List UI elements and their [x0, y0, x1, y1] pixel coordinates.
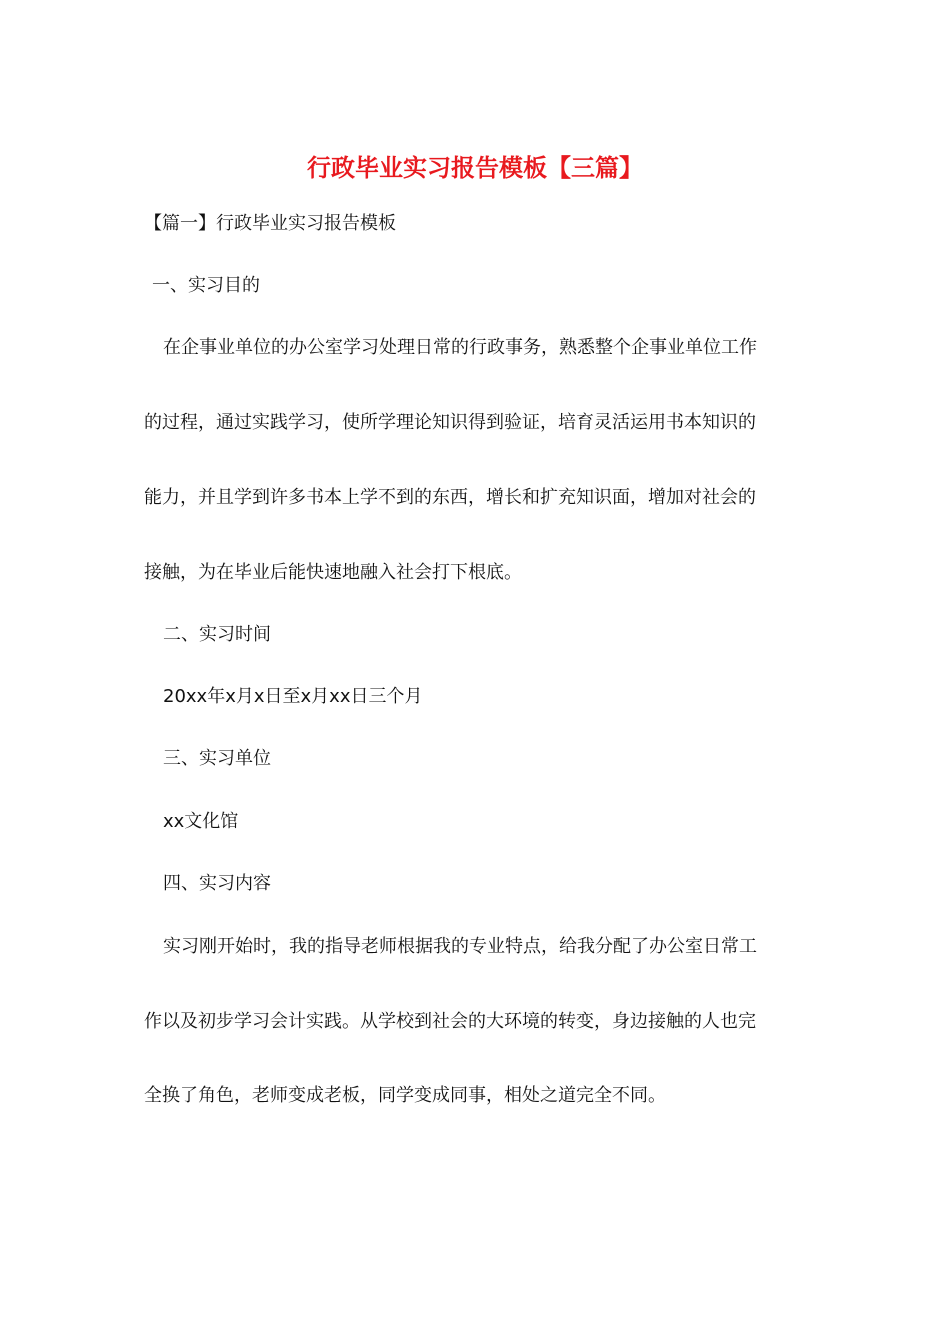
paragraph-line: 全换了角色，老师变成老板，同学变成同事，相处之道完全不同。	[144, 1085, 666, 1106]
section-heading-time: 二、实习时间	[163, 624, 271, 645]
section-heading-unit: 三、实习单位	[163, 748, 271, 769]
paragraph-line: 作以及初步学习会计实践。从学校到社会的大环境的转变，身边接触的人也完	[144, 1011, 756, 1032]
internship-unit-text: xx文化馆	[163, 811, 239, 832]
paragraph-line: 的过程，通过实践学习，使所学理论知识得到验证，培育灵活运用书本知识的	[144, 412, 756, 433]
paragraph-line: 能力，并且学到许多书本上学不到的东西，增长和扩充知识面，增加对社会的	[144, 487, 756, 508]
document-title: 行政毕业实习报告模板【三篇】	[307, 154, 643, 182]
section-heading-purpose: 一、实习目的	[152, 275, 260, 296]
paragraph-line: 在企事业单位的办公室学习处理日常的行政事务，熟悉整个企事业单位工作	[163, 337, 757, 358]
section-heading-content: 四、实习内容	[163, 873, 271, 894]
internship-time-text: 20xx年x月x日至x月xx日三个月	[163, 686, 423, 707]
paragraph-line: 实习刚开始时，我的指导老师根据我的专业特点，给我分配了办公室日常工	[163, 936, 757, 957]
paragraph-line: 接触，为在毕业后能快速地融入社会打下根底。	[144, 562, 522, 583]
part-heading: 【篇一】行政毕业实习报告模板	[144, 213, 396, 234]
